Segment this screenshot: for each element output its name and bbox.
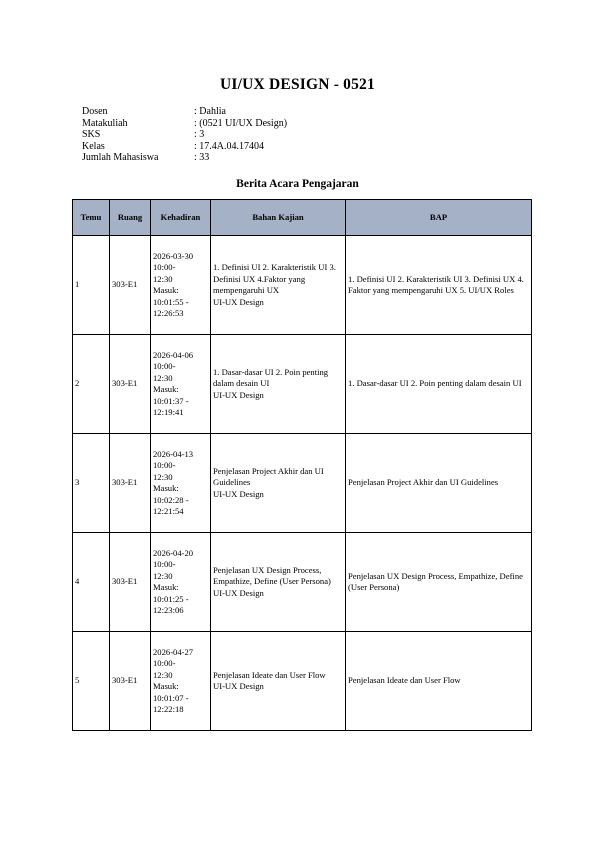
attendance-line: 12:30 xyxy=(153,273,173,284)
attendance-line: Masuk: xyxy=(153,285,179,295)
info-value: : 17.4A.04.17404 xyxy=(194,140,264,152)
page-title: UI/UX DESIGN - 0521 xyxy=(220,76,375,93)
cell-bahan-kajian xyxy=(211,533,346,632)
cell-bahan-kajian xyxy=(211,236,346,335)
bahan-text: 1. Dasar-dasar UI 2. Poin penting dalam desain UI xyxy=(213,366,329,389)
attendance-line: Masuk: xyxy=(153,483,179,493)
cell-bap: 1. Dasar-dasar UI 2. Poin penting dalam desain UI xyxy=(346,335,532,434)
bahan-text: Penjelasan UX Design Process, Empathize, Define (User Persona) xyxy=(213,564,331,587)
attendance-line: Masuk: xyxy=(153,681,179,691)
table-row xyxy=(73,434,532,533)
cell-temu: 3 xyxy=(73,434,110,533)
info-row-matakuliah xyxy=(82,118,287,130)
attendance-line: 10:00- xyxy=(153,361,176,371)
info-row-sks xyxy=(82,129,287,141)
cell-ruang: 303-E1 xyxy=(110,434,151,533)
attendance-line: 12:30 xyxy=(153,570,173,581)
cell-ruang: 303-E1 xyxy=(110,533,151,632)
attendance-line: 12:23:06 xyxy=(153,605,184,615)
attendance-line: Masuk: xyxy=(153,384,179,394)
bahan-text: Penjelasan Project Akhir dan UI Guidelines xyxy=(213,465,324,488)
cell-bahan-kajian xyxy=(211,632,346,731)
cell-kehadiran xyxy=(151,434,211,533)
cell-kehadiran xyxy=(151,236,211,335)
bahan-course: UI-UX Design xyxy=(213,389,264,400)
course-info xyxy=(82,106,287,164)
attendance-line: 12:30 xyxy=(153,471,173,482)
attendance-line: 10:00- xyxy=(153,658,176,668)
header-bap: BAP xyxy=(346,200,532,236)
cell-kehadiran xyxy=(151,335,211,434)
section-title: Berita Acara Pengajaran xyxy=(236,178,359,190)
cell-bahan-kajian xyxy=(211,335,346,434)
info-row-dosen xyxy=(82,106,287,118)
info-row-jumlah-mahasiswa xyxy=(82,152,287,164)
header-ruang: Ruang xyxy=(110,200,151,236)
attendance-line: 2026-04-20 xyxy=(153,547,194,558)
info-label: Matakuliah xyxy=(82,117,128,129)
table-row xyxy=(73,335,532,434)
table-row xyxy=(73,236,532,335)
header-bahan-kajian: Bahan Kajian xyxy=(211,200,346,236)
attendance-line: 2026-04-06 xyxy=(153,349,194,360)
attendance-line: 10:00- xyxy=(153,460,176,470)
table-row xyxy=(73,632,532,731)
info-label: SKS xyxy=(82,129,101,141)
attendance-line: 10:00- xyxy=(153,559,176,569)
attendance-line: 10:02:28 - xyxy=(153,494,189,505)
cell-ruang: 303-E1 xyxy=(110,335,151,434)
attendance-line: 12:19:41 xyxy=(153,407,184,417)
info-label: Jumlah Mahasiswa xyxy=(82,152,159,164)
cell-bap: Penjelasan Project Akhir dan UI Guidelines xyxy=(346,434,532,533)
cell-bahan-kajian xyxy=(211,434,346,533)
info-value: : 3 xyxy=(194,129,205,141)
info-value: : 33 xyxy=(194,152,210,164)
attendance-line: 2026-04-13 xyxy=(153,448,194,459)
cell-kehadiran xyxy=(151,632,211,731)
info-label: Dosen xyxy=(82,106,108,117)
attendance-line: 10:01:25 - xyxy=(153,593,189,604)
attendance-line: 2026-04-27 xyxy=(153,646,194,657)
bap-table xyxy=(72,199,532,731)
info-label: Kelas xyxy=(82,140,105,152)
header-temu: Temu xyxy=(73,200,110,236)
attendance-line: 10:01:07 - xyxy=(153,692,189,703)
cell-temu: 4 xyxy=(73,533,110,632)
cell-bap: Penjelasan Ideate dan User Flow xyxy=(346,632,532,731)
cell-ruang: 303-E1 xyxy=(110,632,151,731)
bahan-course: UI-UX Design xyxy=(213,296,264,307)
attendance-line: 2026-03-30 xyxy=(153,250,194,261)
bahan-course: UI-UX Design xyxy=(213,488,264,499)
bahan-text: 1. Definisi UI 2. Karakteristik UI 3. Definisi UX 4.Faktor yang mempengaruhi UX xyxy=(213,262,336,295)
attendance-line: 10:00- xyxy=(153,262,176,272)
cell-ruang: 303-E1 xyxy=(110,236,151,335)
bahan-text: Penjelasan Ideate dan User Flow xyxy=(213,669,326,680)
cell-temu: 1 xyxy=(73,236,110,335)
bahan-course: UI-UX Design xyxy=(213,681,264,691)
cell-temu: 2 xyxy=(73,335,110,434)
bahan-course: UI-UX Design xyxy=(213,587,264,598)
attendance-line: 12:30 xyxy=(153,372,173,383)
attendance-line: 12:26:53 xyxy=(153,308,184,318)
attendance-line: Masuk: xyxy=(153,582,179,592)
cell-kehadiran xyxy=(151,533,211,632)
header-kehadiran: Kehadiran xyxy=(151,200,211,236)
cell-bap: Penjelasan UX Design Process, Empathize, Define (User Persona) xyxy=(346,533,532,632)
cell-temu: 5 xyxy=(73,632,110,731)
attendance-line: 12:30 xyxy=(153,669,173,680)
info-value: : Dahlia xyxy=(194,106,226,117)
cell-bap: 1. Definisi UI 2. Karakteristik UI 3. Definisi UX 4. Faktor yang mempengaruhi UX 5. UI/UX Roles xyxy=(346,236,532,335)
table-header-row xyxy=(73,200,532,236)
attendance-line: 12:22:18 xyxy=(153,704,184,714)
table-row xyxy=(73,533,532,632)
info-row-kelas xyxy=(82,141,287,153)
attendance-line: 12:21:54 xyxy=(153,506,184,516)
attendance-line: 10:01:55 - xyxy=(153,296,189,307)
info-value: : (0521 UI/UX Design) xyxy=(194,117,288,129)
attendance-line: 10:01:37 - xyxy=(153,395,189,406)
